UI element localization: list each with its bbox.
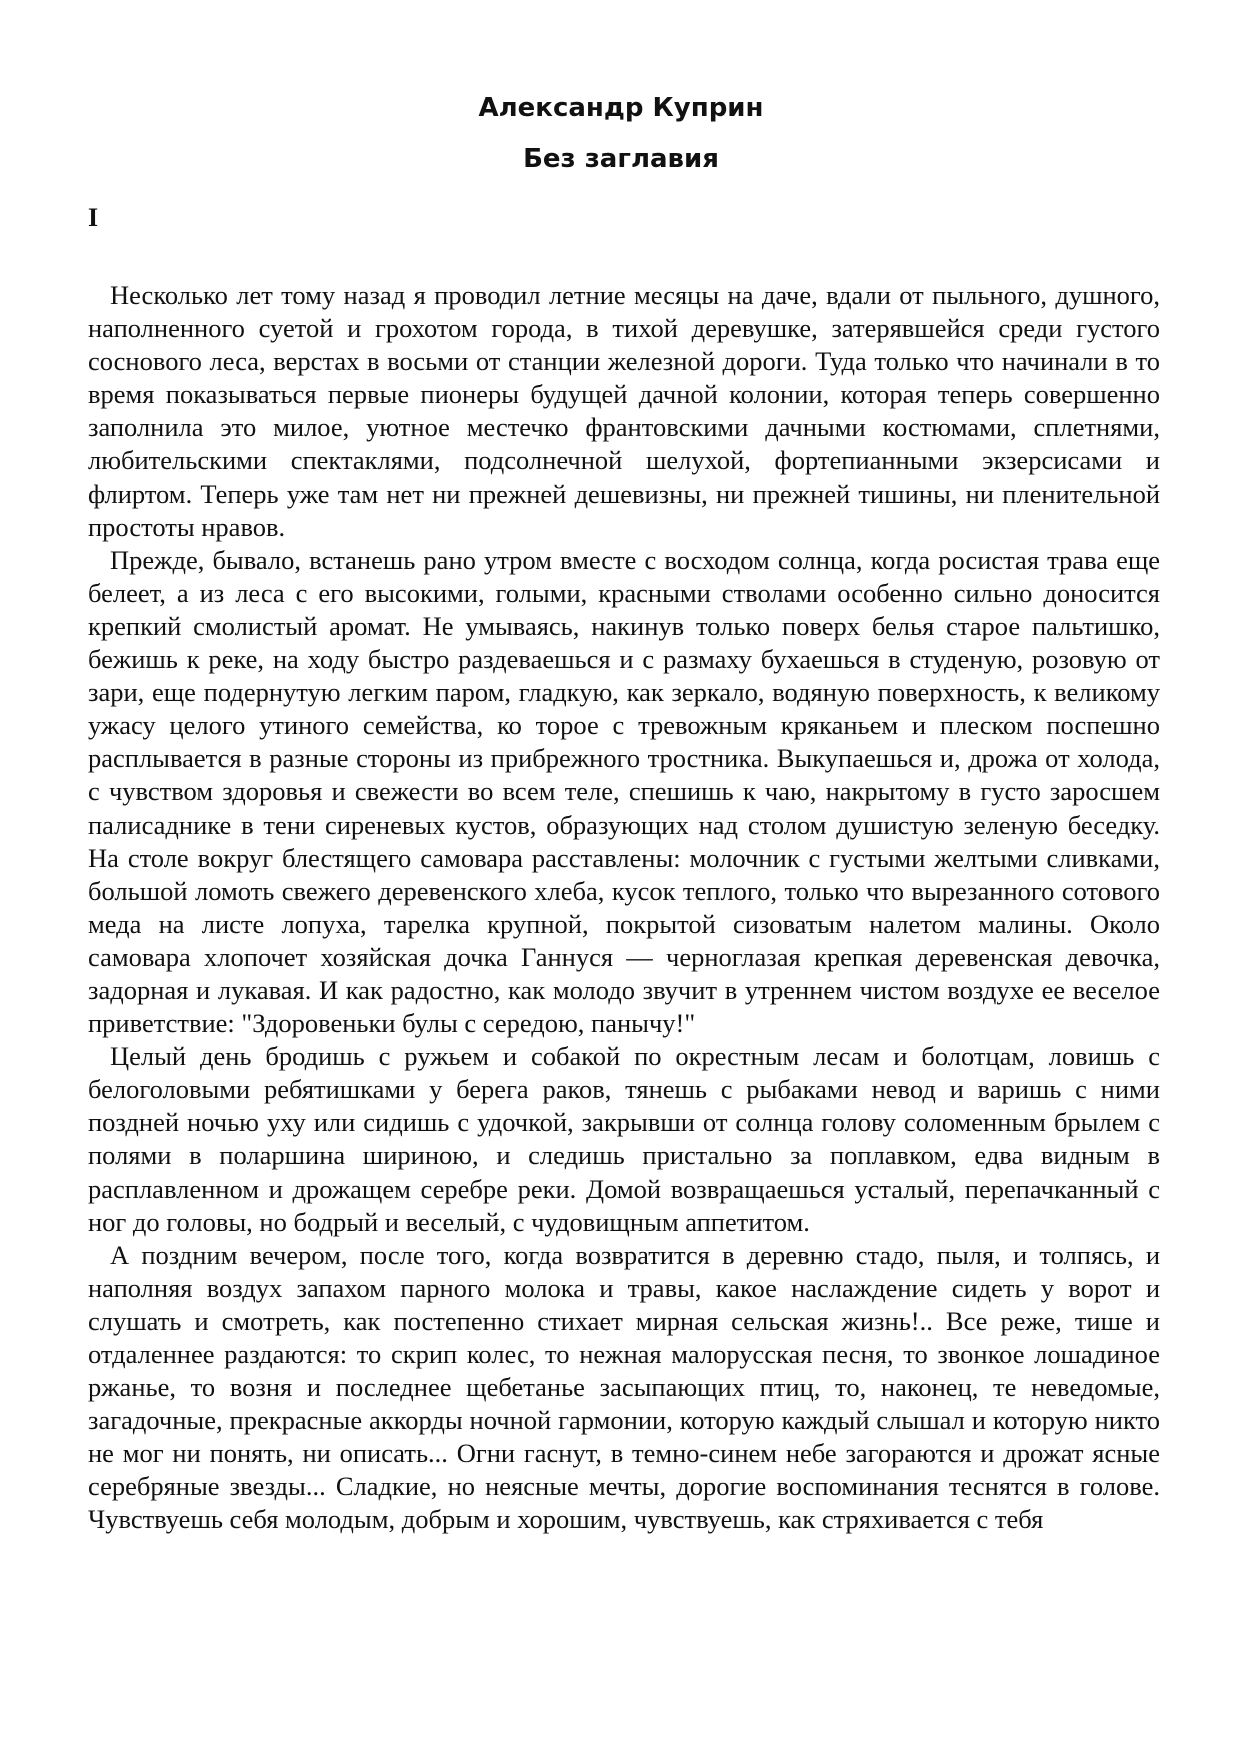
chapter-heading: I bbox=[88, 203, 99, 232]
story-title: Без заглавия bbox=[523, 144, 719, 174]
story-body bbox=[88, 279, 1160, 1537]
author-name: Александр Куприн bbox=[478, 93, 764, 123]
paragraph: Прежде, бывало, встанешь рано утром вместе с восходом солнца, когда росистая трава еще белеет, а из леса с его высокими, голыми, красными стволами особенно сильно доносится крепкий смолистый аромат. Не умываясь, накинув только поверх белья старое пальтишко, бежишь к реке, на ходу быстро раздеваешься и с размаху бухаешься в студеную, розовую от зари, еще подернутую легким паром, гладкую, как зеркало, водяную поверхность, к великому ужасу целого утиного семейства, ко торое с тревожным кряканьем и плеском поспешно расплывается в разные стороны из прибрежного тростника. Выкупаешься и, дрожа от холода, с чувством здоровья и свежести во всем теле, спешишь к чаю, накрытому в густо заросшем палисаднике в тени сиреневых кустов, образующих над столом душистую зеленую беседку. На столе вокруг блестящего самовара расставлены: молочник с густыми желтыми сливками, большой ломоть свежего деревенского хлеба, кусок теплого, только что вырезанного сотового меда на листе лопуха, тарелка крупной, покрытой сизоватым налетом малины. Около самовара хлопочет хозяйская дочка Ганнуся — черноглазая крепкая деревенская девочка, задорная и лукавая. И как радостно, как молодо звучит в утреннем чистом воздухе ее веселое приветствие: "Здоровеньки булы с середою, панычу!" bbox=[88, 544, 1160, 1039]
paragraph: Целый день бродишь с ружьем и собакой по окрестным лесам и болотцам, ловишь с белоголовыми ребятишками у берега раков, тянешь с рыбаками невод и варишь с ними поздней ночью уху или сидишь с удочкой, закрывши от солнца голову соломенным брылем с полями в поларшина шириною, и следишь пристально за поплавком, едва видным в расплавленном и дрожащем серебре реки. Домой возвращаешься усталый, перепачканный с ног до головы, но бодрый и веселый, с чудовищным аппетитом. bbox=[88, 1041, 1160, 1237]
paragraph: Несколько лет тому назад я проводил летние месяцы на даче, вдали от пыльного, душного, наполненного суетой и грохотом города, в тихой деревушке, затерявшейся среди густого соснового леса, верстах в восьми от станции железной дороги. Туда только что начинали в то время показываться первые пионеры будущей дачной колонии, которая теперь совершенно заполнила это милое, уютное местечко франтовскими дачными костюмами, сплетнями, любительскими спектаклями, подсолнечной шелухой, фортепианными экзерсисами и флиртом. Теперь уже там нет ни прежней дешевизны, ни прежней тишины, ни пленительной простоты нравов. bbox=[88, 280, 1160, 542]
paragraph: А поздним вечером, после того, когда возвратится в деревню стадо, пыля, и толпясь, и наполняя воздух запахом парного молока и травы, какое наслаждение сидеть у ворот и слушать и смотреть, как постепенно стихает мирная сельская жизнь!.. Все реже, тише и отдаленнее раздаются: то скрип колес, то нежная малорусская песня, то звонкое лошадиное ржанье, то возня и последнее щебетанье засыпающих птиц, то, наконец, те неведомые, загадочные, прекрасные аккорды ночной гармонии, которую каждый слышал и которую никто не мог ни понять, ни описать... Огни гаснут, в темно-синем небе загораются и дрожат ясные серебряные звезды... Сладкие, но неясные мечты, дорогие воспоминания теснятся в голове. Чувствуешь себя молодым, добрым и хорошим, чувствуешь, как стряхивается с тебя bbox=[88, 1239, 1160, 1535]
